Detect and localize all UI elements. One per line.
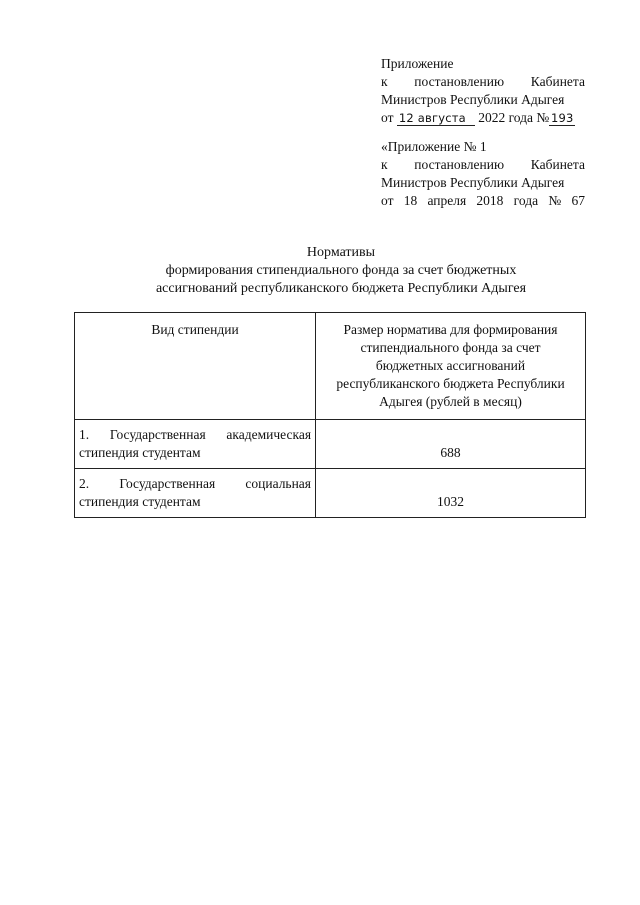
word: к xyxy=(381,157,388,172)
appendix-current-block xyxy=(381,55,585,127)
table-row xyxy=(75,469,586,518)
norm-value-cell: 688 xyxy=(316,420,586,469)
date-prefix: от xyxy=(381,110,394,125)
year-text: 2022 года № xyxy=(478,110,550,125)
document-title xyxy=(60,244,622,298)
word: постановлению xyxy=(414,74,505,89)
header-line: Адыгея (рублей в месяц) xyxy=(379,394,522,409)
word: Кабинета xyxy=(530,74,585,89)
appendix-original-block xyxy=(381,138,585,210)
word: 1. xyxy=(79,427,90,442)
header-scholarship-type: Вид стипендии xyxy=(75,313,316,420)
norm-value-cell: 1032 xyxy=(316,469,586,518)
appendix-label: Приложение xyxy=(381,56,454,71)
word: апреля xyxy=(427,193,467,208)
appendix-ministers-line: Министров Республики Адыгея xyxy=(381,92,565,107)
handwritten-date: 12 августа xyxy=(397,111,475,126)
word: Кабинета xyxy=(530,157,585,172)
header-norm-size xyxy=(316,313,586,420)
title-line: ассигнований республиканского бюджета Республики Адыгея xyxy=(155,281,527,296)
header-line: бюджетных ассигнований xyxy=(375,358,526,373)
word: постановлению xyxy=(414,157,505,172)
word: от xyxy=(381,193,394,208)
appendix-label: «Приложение № 1 xyxy=(381,139,487,154)
table-row xyxy=(75,420,586,469)
header-line: Размер норматива для формирования xyxy=(343,322,558,337)
norms-table xyxy=(74,312,586,518)
word: к xyxy=(381,74,388,89)
appendix-date-line xyxy=(381,192,585,210)
handwritten-number: 193 xyxy=(551,111,574,125)
word: № xyxy=(548,193,562,208)
appendix-resolution-line xyxy=(381,73,585,91)
scholarship-type-cell xyxy=(75,420,316,469)
title-line: Нормативы xyxy=(306,245,376,260)
word: 2018 xyxy=(476,193,504,208)
appendix-ministers-line: Министров Республики Адыгея xyxy=(381,175,565,190)
appendix-resolution-line xyxy=(381,156,585,174)
cell-line xyxy=(79,475,311,493)
word: социальная xyxy=(245,476,312,491)
word: года xyxy=(513,193,539,208)
word: Государственная xyxy=(119,476,216,491)
word: академическая xyxy=(226,427,312,442)
word: Государственная xyxy=(109,427,206,442)
word: 2. xyxy=(79,476,90,491)
word: 67 xyxy=(571,193,585,208)
header-line: стипендиального фонда за счет xyxy=(360,340,541,355)
cell-line xyxy=(79,426,311,444)
cell-line: стипендия студентам xyxy=(79,445,201,460)
scholarship-type-cell xyxy=(75,469,316,518)
word: 18 xyxy=(403,193,418,208)
title-line: формирования стипендиального фонда за счет бюджетных xyxy=(165,263,517,278)
header-line: республиканского бюджета Республики xyxy=(336,376,565,391)
appendix-date-line xyxy=(381,109,585,127)
cell-line: стипендия студентам xyxy=(79,494,201,509)
table-header-row xyxy=(75,313,586,420)
